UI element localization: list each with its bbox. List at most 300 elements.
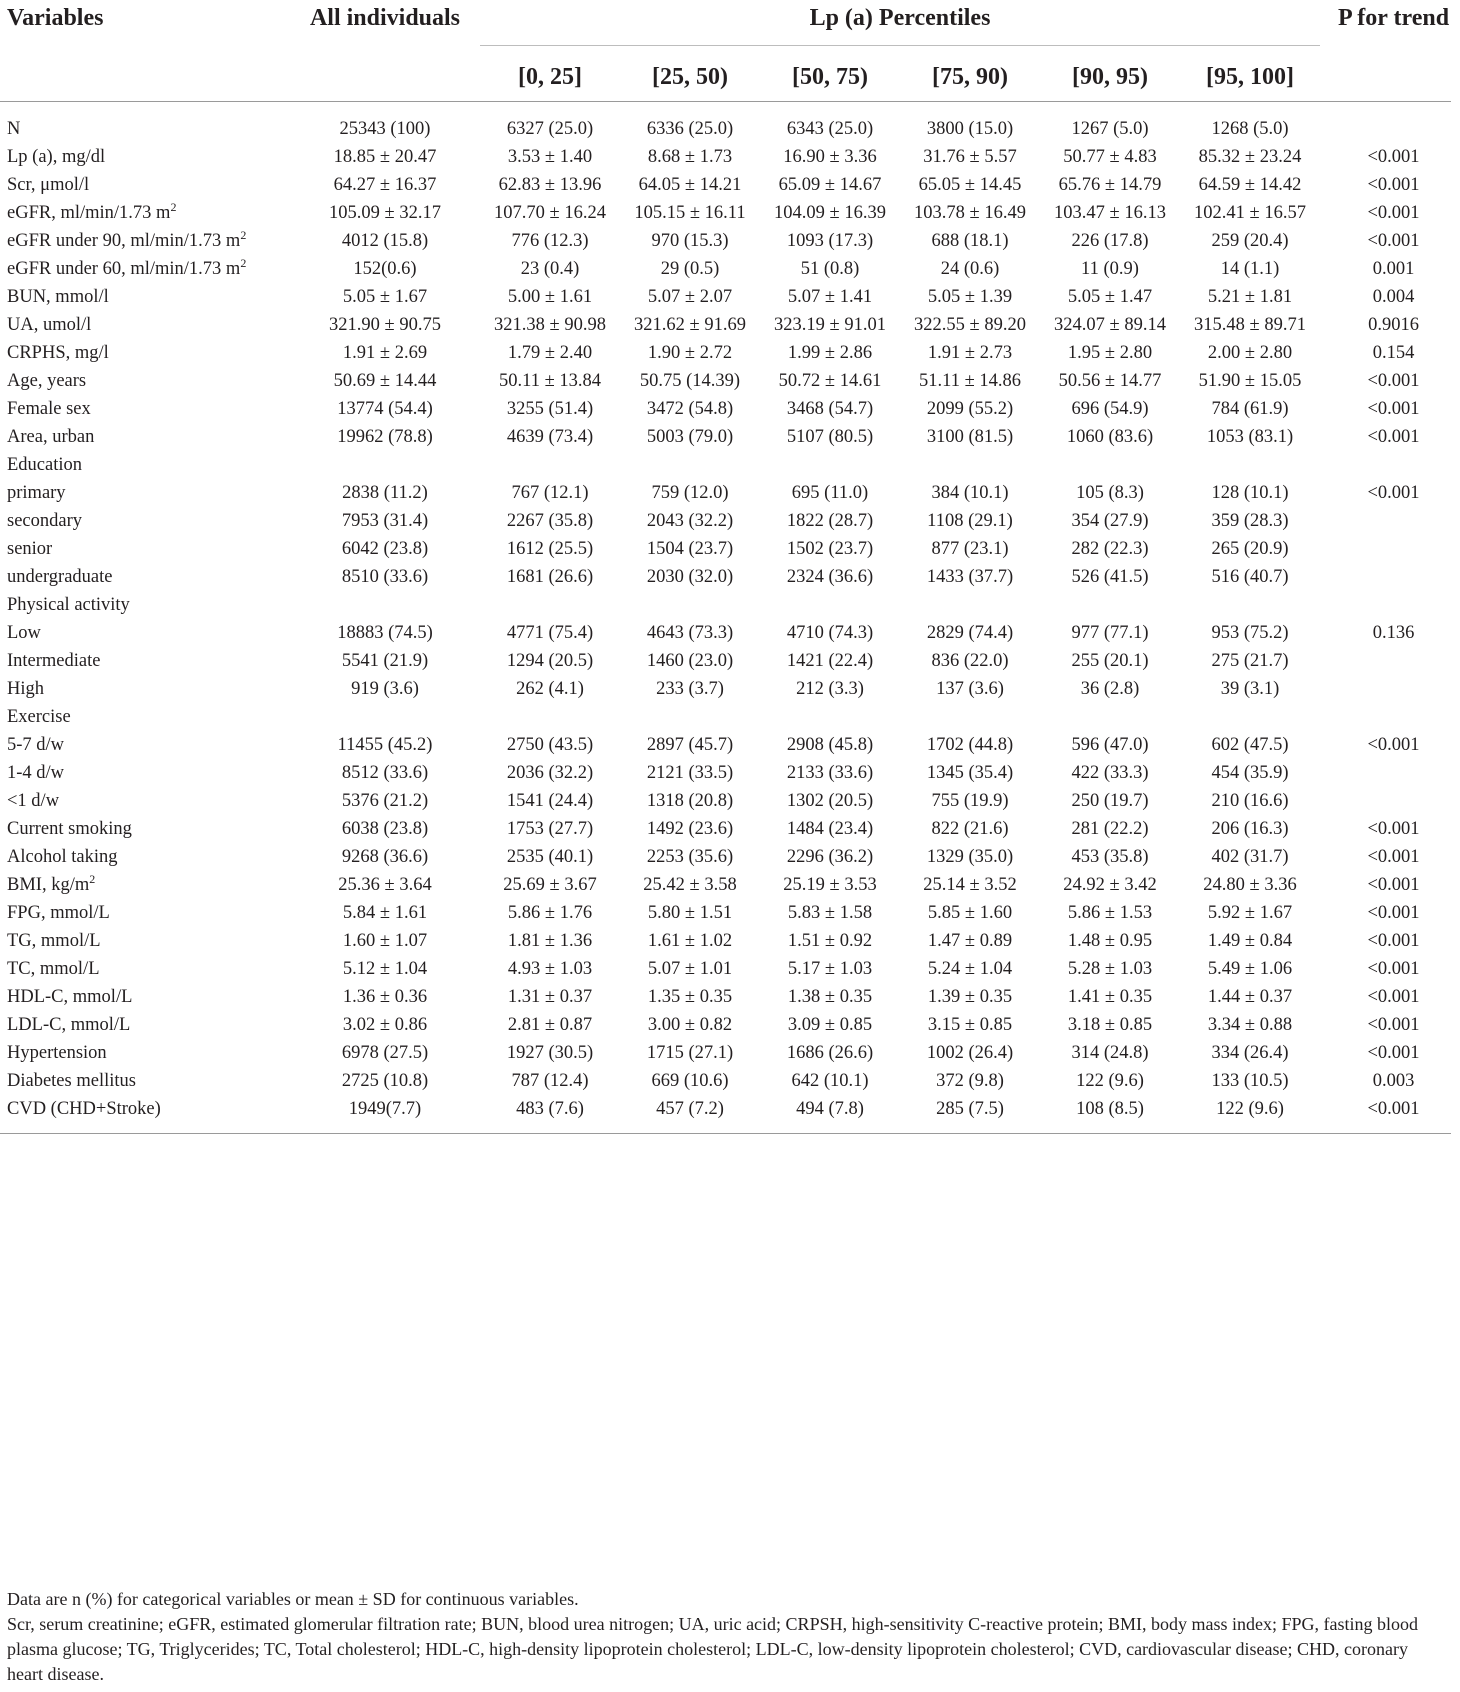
p-for-trend-cell: <0.001	[1367, 202, 1420, 223]
variable-label-text: Female sex	[7, 398, 91, 419]
percentile-cell: 1541 (24.4)	[506, 790, 594, 811]
percentile-cell: 122 (9.6)	[1076, 1070, 1144, 1091]
table-row	[0, 199, 1451, 227]
percentile-cell: 2253 (35.6)	[646, 846, 734, 867]
table-row	[0, 311, 1451, 339]
all-individuals-cell: 152(0.6)	[353, 258, 417, 279]
percentile-cell: 784 (61.9)	[1211, 398, 1289, 419]
empty-header-cell	[0, 45, 290, 101]
percentile-cell: 1294 (20.5)	[506, 650, 594, 671]
variable-label	[0, 703, 290, 731]
variable-label-text: CRPHS, mg/l	[7, 342, 109, 363]
all-individuals-header: All individuals	[309, 5, 461, 31]
percentile-cell: 104.09 ± 16.39	[774, 202, 886, 223]
percentile-cell	[620, 703, 760, 731]
variable-label	[0, 899, 290, 927]
percentile-cell: 50.72 ± 14.61	[778, 370, 882, 391]
percentile-cell: 642 (10.1)	[791, 1070, 869, 1091]
percentile-cell: 1.44 ± 0.37	[1207, 986, 1293, 1007]
table-row	[0, 899, 1451, 927]
percentile-cell: 210 (16.6)	[1211, 790, 1289, 811]
variable-label	[0, 955, 290, 983]
p-for-trend-cell: <0.001	[1367, 1042, 1420, 1063]
percentile-cell: 1.38 ± 0.35	[787, 986, 873, 1007]
percentile-header: [75, 90)	[932, 63, 1008, 90]
footnote-abbreviations: Scr, serum creatinine; eGFR, estimated glomerular filtration rate; BUN, blood urea nitrogen; UA, uric acid; CRPSH, high-sensitivity C-reactive protein; BMI, body mass index; FPG, fasting blood plasma glucose; TG, Triglycerides; TC, Total cholesterol; HDL-C, high-density lipoprotein cholesterol; LDL-C, low-density lipoprotein cholesterol; CVD, cardiovascular disease; CHD, coronary heart disease.	[7, 1614, 1419, 1684]
percentile-cell: 1612 (25.5)	[506, 538, 594, 559]
all-individuals-cell: 8512 (33.6)	[341, 762, 429, 783]
percentile-cell: 23 (0.4)	[520, 258, 580, 279]
all-individuals-cell: 50.69 ± 14.44	[333, 370, 437, 391]
p-for-trend-header: P for trend	[1337, 5, 1450, 31]
percentile-cell: 1267 (5.0)	[1071, 118, 1149, 139]
table-row	[0, 283, 1451, 311]
percentile-cell: 359 (28.3)	[1211, 510, 1289, 531]
percentile-cell: 25.14 ± 3.52	[923, 874, 1017, 895]
percentile-cell: 3472 (54.8)	[646, 398, 734, 419]
percentile-cell: 2829 (74.4)	[926, 622, 1014, 643]
p-for-trend-cell: <0.001	[1367, 930, 1420, 951]
table-row	[0, 101, 1451, 143]
variable-label-text: eGFR, ml/min/1.73 m	[7, 202, 171, 223]
percentile-header: [50, 75)	[792, 63, 868, 90]
variable-label	[0, 1011, 290, 1039]
percentile-cell: 2043 (32.2)	[646, 510, 734, 531]
all-individuals-cell: 1.91 ± 2.69	[342, 342, 428, 363]
percentile-cell: 2750 (43.5)	[506, 734, 594, 755]
table-row	[0, 535, 1451, 563]
p-for-trend-cell: 0.9016	[1368, 314, 1419, 335]
variable-label	[0, 255, 290, 283]
table-row	[0, 843, 1451, 871]
percentile-cell: 324.07 ± 89.14	[1054, 314, 1166, 335]
percentile-header: [90, 95)	[1072, 63, 1148, 90]
percentile-cell: 1702 (44.8)	[926, 734, 1014, 755]
percentile-cell: 16.90 ± 3.36	[783, 146, 877, 167]
percentile-cell: 1108 (29.1)	[927, 510, 1013, 531]
all-individuals-cell: 919 (3.6)	[351, 678, 419, 699]
variable-label	[0, 395, 290, 423]
variable-label-text: N	[7, 118, 21, 139]
all-individuals-cell	[290, 591, 480, 619]
variable-label	[0, 1039, 290, 1067]
empty-header-cell	[1320, 45, 1451, 101]
percentile-cell: 402 (31.7)	[1211, 846, 1289, 867]
all-individuals-cell: 25.36 ± 3.64	[338, 874, 432, 895]
table-row	[0, 423, 1451, 451]
percentile-cell: 2133 (33.6)	[786, 762, 874, 783]
variable-label-text: TC, mmol/L	[7, 958, 100, 979]
percentile-cell: 1.49 ± 0.84	[1207, 930, 1293, 951]
p-for-trend-cell	[1320, 101, 1451, 143]
table-row	[0, 395, 1451, 423]
percentile-cell: 14 (1.1)	[1220, 258, 1280, 279]
table-row	[0, 871, 1451, 899]
percentile-cell: 3.53 ± 1.40	[507, 146, 593, 167]
percentile-cell: 516 (40.7)	[1211, 566, 1289, 587]
percentile-cell: 354 (27.9)	[1071, 510, 1149, 531]
p-for-trend-cell	[1320, 535, 1451, 563]
table-row	[0, 815, 1451, 843]
percentile-cell: 1.81 ± 1.36	[507, 930, 593, 951]
variable-label-text: High	[7, 678, 44, 699]
variable-label	[0, 283, 290, 311]
p-for-trend-cell: <0.001	[1367, 874, 1420, 895]
percentile-cell	[620, 451, 760, 479]
percentile-cell: 5.07 ± 1.01	[647, 958, 733, 979]
percentile-cell: 212 (3.3)	[796, 678, 864, 699]
variable-label-text: LDL-C, mmol/L	[7, 1014, 131, 1035]
percentile-cell: 776 (12.3)	[511, 230, 589, 251]
p-for-trend-cell: <0.001	[1367, 370, 1420, 391]
all-individuals-cell: 1.36 ± 0.36	[342, 986, 428, 1007]
table-row	[0, 1011, 1451, 1039]
variable-label-text: Diabetes mellitus	[7, 1070, 136, 1091]
p-for-trend-cell: 0.136	[1372, 622, 1415, 643]
percentile-cell: 1060 (83.6)	[1066, 426, 1154, 447]
percentile-cell: 128 (10.1)	[1211, 482, 1289, 503]
percentile-cell: 1002 (26.4)	[926, 1042, 1014, 1063]
p-for-trend-cell: <0.001	[1367, 146, 1420, 167]
percentile-cell: 5003 (79.0)	[646, 426, 734, 447]
percentile-cell: 1329 (35.0)	[926, 846, 1014, 867]
table-row	[0, 1039, 1451, 1067]
variable-label	[0, 367, 290, 395]
percentile-cell	[1040, 703, 1180, 731]
percentile-cell: 5.85 ± 1.60	[927, 902, 1013, 923]
table-row	[0, 479, 1451, 507]
table-row	[0, 731, 1451, 759]
percentile-cell: 822 (21.6)	[931, 818, 1009, 839]
p-for-trend-cell: <0.001	[1367, 846, 1420, 867]
variable-label	[0, 647, 290, 675]
p-for-trend-cell	[1320, 563, 1451, 591]
percentile-cell: 133 (10.5)	[1211, 1070, 1289, 1091]
percentile-cell: 1345 (35.4)	[926, 762, 1014, 783]
percentile-cell: 103.78 ± 16.49	[914, 202, 1026, 223]
empty-header-cell	[290, 45, 480, 101]
percentile-cell: 1.39 ± 0.35	[927, 986, 1013, 1007]
percentile-cell: 250 (19.7)	[1071, 790, 1149, 811]
percentile-cell: 50.77 ± 4.83	[1063, 146, 1157, 167]
percentile-cell	[480, 451, 620, 479]
percentile-cell: 696 (54.9)	[1071, 398, 1149, 419]
percentile-cell: 5.86 ± 1.76	[507, 902, 593, 923]
percentile-cell: 1.79 ± 2.40	[507, 342, 593, 363]
percentile-cell: 1.99 ± 2.86	[787, 342, 873, 363]
percentile-cell: 5.21 ± 1.81	[1207, 286, 1293, 307]
percentile-cell: 102.41 ± 16.57	[1194, 202, 1306, 223]
percentile-cell: 4639 (73.4)	[506, 426, 594, 447]
percentile-cell: 1681 (26.6)	[506, 566, 594, 587]
p-for-trend-cell: <0.001	[1367, 818, 1420, 839]
table-row	[0, 955, 1451, 983]
variable-label-text: HDL-C, mmol/L	[7, 986, 133, 1007]
all-individuals-cell: 64.27 ± 16.37	[333, 174, 437, 195]
percentile-cell: 8.68 ± 1.73	[647, 146, 733, 167]
percentile-cell: 265 (20.9)	[1211, 538, 1289, 559]
percentile-cell: 25.42 ± 3.58	[643, 874, 737, 895]
percentile-cell: 1433 (37.7)	[926, 566, 1014, 587]
p-for-trend-cell: <0.001	[1367, 986, 1420, 1007]
variable-label	[0, 563, 290, 591]
percentile-cell: 787 (12.4)	[511, 1070, 589, 1091]
percentile-cell: 2036 (32.2)	[506, 762, 594, 783]
variable-label-text: primary	[7, 482, 66, 503]
all-individuals-cell: 9268 (36.6)	[341, 846, 429, 867]
p-for-trend-cell: <0.001	[1367, 958, 1420, 979]
variable-label-text: Exercise	[7, 706, 71, 727]
variable-label-text: CVD (CHD+Stroke)	[7, 1098, 161, 1119]
percentile-cell: 3.34 ± 0.88	[1207, 1014, 1293, 1035]
variable-label	[0, 619, 290, 647]
percentile-cell	[620, 591, 760, 619]
percentile-cell: 3100 (81.5)	[926, 426, 1014, 447]
table-row	[0, 675, 1451, 703]
percentile-cell: 372 (9.8)	[936, 1070, 1004, 1091]
percentile-cell: 122 (9.6)	[1216, 1098, 1284, 1119]
percentile-cell: 5.92 ± 1.67	[1207, 902, 1293, 923]
percentile-cell: 1822 (28.7)	[786, 510, 874, 531]
percentile-cell	[1040, 451, 1180, 479]
variable-label-text: secondary	[7, 510, 82, 531]
percentile-cell: 1.61 ± 1.02	[647, 930, 733, 951]
p-for-trend-cell: 0.154	[1372, 342, 1415, 363]
percentile-cell: 2324 (36.6)	[786, 566, 874, 587]
percentile-cell: 6343 (25.0)	[786, 118, 874, 139]
percentile-cell: 4.93 ± 1.03	[507, 958, 593, 979]
p-for-trend-cell: <0.001	[1367, 482, 1420, 503]
percentile-cell: 233 (3.7)	[656, 678, 724, 699]
variable-label	[0, 591, 290, 619]
percentile-cell	[1040, 591, 1180, 619]
percentile-cell: 1318 (20.8)	[646, 790, 734, 811]
all-individuals-cell: 2725 (10.8)	[341, 1070, 429, 1091]
percentile-cell: 1686 (26.6)	[786, 1042, 874, 1063]
percentile-cell: 39 (3.1)	[1220, 678, 1280, 699]
variable-label	[0, 871, 290, 899]
percentile-cell: 2535 (40.1)	[506, 846, 594, 867]
variable-label	[0, 507, 290, 535]
percentile-cell: 281 (22.2)	[1071, 818, 1149, 839]
percentile-cell: 494 (7.8)	[796, 1098, 864, 1119]
percentile-cell: 334 (26.4)	[1211, 1042, 1289, 1063]
percentile-cell: 85.32 ± 23.24	[1198, 146, 1302, 167]
percentile-cell	[480, 591, 620, 619]
p-for-trend-cell	[1320, 703, 1451, 731]
percentile-cell: 24 (0.6)	[940, 258, 1000, 279]
variable-label	[0, 731, 290, 759]
variable-label-text: eGFR under 90, ml/min/1.73 m	[7, 230, 241, 251]
percentile-cell: 5.17 ± 1.03	[787, 958, 873, 979]
percentile-cell: 2030 (32.0)	[646, 566, 734, 587]
percentile-cell: 1268 (5.0)	[1211, 118, 1289, 139]
percentile-cell: 1.90 ± 2.72	[647, 342, 733, 363]
variable-label-text: FPG, mmol/L	[7, 902, 110, 923]
variable-label	[0, 535, 290, 563]
percentile-cell: 2121 (33.5)	[646, 762, 734, 783]
p-for-trend-cell	[1320, 759, 1451, 787]
percentile-cell: 1484 (23.4)	[786, 818, 874, 839]
percentile-cell: 5.83 ± 1.58	[787, 902, 873, 923]
all-individuals-cell: 3.02 ± 0.86	[342, 1014, 428, 1035]
p-for-trend-cell: 0.001	[1372, 258, 1415, 279]
variable-label	[0, 227, 290, 255]
percentile-cell: 1.41 ± 0.35	[1067, 986, 1153, 1007]
p-for-trend-cell	[1320, 675, 1451, 703]
percentile-cell: 759 (12.0)	[651, 482, 729, 503]
percentile-cell: 3.00 ± 0.82	[647, 1014, 733, 1035]
percentile-cell: 1.95 ± 2.80	[1067, 342, 1153, 363]
percentile-cell	[900, 451, 1040, 479]
variable-label-text: <1 d/w	[7, 790, 60, 811]
all-individuals-cell: 11455 (45.2)	[337, 734, 433, 755]
all-individuals-cell: 5376 (21.2)	[341, 790, 429, 811]
percentile-cell	[760, 451, 900, 479]
percentile-cell: 5.86 ± 1.53	[1067, 902, 1153, 923]
percentile-cell	[1180, 703, 1320, 731]
variable-label	[0, 1095, 290, 1134]
table-row	[0, 255, 1451, 283]
percentile-cell: 323.19 ± 91.01	[774, 314, 886, 335]
percentile-cell: 457 (7.2)	[656, 1098, 724, 1119]
percentile-cell: 970 (15.3)	[651, 230, 729, 251]
percentile-cell: 259 (20.4)	[1211, 230, 1289, 251]
all-individuals-cell: 105.09 ± 32.17	[329, 202, 441, 223]
p-for-trend-cell	[1320, 451, 1451, 479]
p-for-trend-cell	[1320, 507, 1451, 535]
p-for-trend-cell: <0.001	[1367, 398, 1420, 419]
all-individuals-cell: 5.12 ± 1.04	[342, 958, 428, 979]
percentile-cell: 65.09 ± 14.67	[778, 174, 882, 195]
all-individuals-cell	[290, 451, 480, 479]
p-for-trend-cell: <0.001	[1367, 426, 1420, 447]
percentile-cell: 107.70 ± 16.24	[494, 202, 606, 223]
percentile-cell: 454 (35.9)	[1211, 762, 1289, 783]
percentile-cell: 3800 (15.0)	[926, 118, 1014, 139]
percentile-cell: 1053 (83.1)	[1206, 426, 1294, 447]
variable-label	[0, 451, 290, 479]
p-for-trend-cell: <0.001	[1367, 902, 1420, 923]
variable-label-text: BUN, mmol/l	[7, 286, 109, 307]
percentile-cell: 1.35 ± 0.35	[647, 986, 733, 1007]
percentiles-group-header: Lp (a) Percentiles	[480, 0, 1320, 45]
percentile-cell: 3255 (51.4)	[506, 398, 594, 419]
percentile-cell: 5.49 ± 1.06	[1207, 958, 1293, 979]
percentile-cell: 1927 (30.5)	[506, 1042, 594, 1063]
table-row	[0, 591, 1451, 619]
percentile-cell: 321.62 ± 91.69	[634, 314, 746, 335]
all-individuals-cell: 1949(7.7)	[348, 1098, 422, 1119]
percentile-cell: 688 (18.1)	[931, 230, 1009, 251]
table-row	[0, 227, 1451, 255]
all-individuals-cell: 19962 (78.8)	[337, 426, 433, 447]
variable-label-text: Scr, μmol/l	[7, 174, 90, 195]
variable-label-text: Intermediate	[7, 650, 101, 671]
variable-label	[0, 927, 290, 955]
percentile-cell: 285 (7.5)	[936, 1098, 1004, 1119]
percentile-cell: 50.75 (14.39)	[639, 370, 741, 391]
percentile-cell: 1753 (27.7)	[506, 818, 594, 839]
variable-label	[0, 675, 290, 703]
percentile-cell	[760, 591, 900, 619]
percentile-cell: 5.28 ± 1.03	[1067, 958, 1153, 979]
percentile-cell: 5.80 ± 1.51	[647, 902, 733, 923]
percentile-cell: 29 (0.5)	[660, 258, 720, 279]
percentile-cell: 5.24 ± 1.04	[927, 958, 1013, 979]
percentile-cell: 2908 (45.8)	[786, 734, 874, 755]
variable-label-text: Alcohol taking	[7, 846, 118, 867]
all-individuals-cell: 6978 (27.5)	[341, 1042, 429, 1063]
percentile-cell: 384 (10.1)	[931, 482, 1009, 503]
variable-label	[0, 171, 290, 199]
p-for-trend-cell: <0.001	[1367, 1014, 1420, 1035]
percentile-cell: 64.59 ± 14.42	[1198, 174, 1302, 195]
variable-label	[0, 983, 290, 1011]
percentile-cell: 1504 (23.7)	[646, 538, 734, 559]
all-individuals-cell: 6038 (23.8)	[341, 818, 429, 839]
all-individuals-cell: 13774 (54.4)	[337, 398, 433, 419]
unit-superscript: 2	[240, 227, 247, 242]
percentile-cell: 50.11 ± 13.84	[499, 370, 601, 391]
table-row	[0, 339, 1451, 367]
percentile-cell: 5.05 ± 1.47	[1067, 286, 1153, 307]
all-individuals-cell: 18.85 ± 20.47	[333, 146, 437, 167]
all-individuals-cell: 5.84 ± 1.61	[342, 902, 428, 923]
percentile-cell: 31.76 ± 5.57	[923, 146, 1017, 167]
table-row	[0, 171, 1451, 199]
percentile-cell: 65.05 ± 14.45	[918, 174, 1022, 195]
percentile-cell: 422 (33.3)	[1071, 762, 1149, 783]
percentile-cell: 2267 (35.8)	[506, 510, 594, 531]
table-row	[0, 647, 1451, 675]
percentile-cell: 64.05 ± 14.21	[638, 174, 742, 195]
table-row	[0, 983, 1451, 1011]
percentile-cell: 836 (22.0)	[931, 650, 1009, 671]
percentile-cell: 51.11 ± 14.86	[919, 370, 1021, 391]
percentile-cell	[900, 703, 1040, 731]
p-for-trend-cell: <0.001	[1367, 174, 1420, 195]
percentile-cell: 226 (17.8)	[1071, 230, 1149, 251]
variable-label-text: BMI, kg/m	[7, 874, 90, 895]
percentile-cell: 1492 (23.6)	[646, 818, 734, 839]
percentile-cell: 1460 (23.0)	[646, 650, 734, 671]
percentile-header: [25, 50)	[652, 63, 728, 90]
variable-label-text: 1-4 d/w	[7, 762, 65, 783]
variable-label-text: TG, mmol/L	[7, 930, 101, 951]
percentile-cell: 262 (4.1)	[516, 678, 584, 699]
all-individuals-cell: 2838 (11.2)	[342, 482, 428, 503]
table-row	[0, 563, 1451, 591]
percentile-cell: 755 (19.9)	[931, 790, 1009, 811]
percentile-cell: 6327 (25.0)	[506, 118, 594, 139]
unit-superscript: 2	[240, 255, 247, 270]
percentile-cell: 5.05 ± 1.39	[927, 286, 1013, 307]
percentile-header: [0, 25]	[518, 63, 582, 90]
table-row	[0, 787, 1451, 815]
p-for-trend-cell: <0.001	[1367, 734, 1420, 755]
variable-label	[0, 759, 290, 787]
percentile-cell: 1302 (20.5)	[786, 790, 874, 811]
variable-label-text: 5-7 d/w	[7, 734, 65, 755]
table-row	[0, 451, 1451, 479]
percentile-subheader-row	[0, 45, 1451, 101]
percentile-cell: 2.81 ± 0.87	[507, 1014, 593, 1035]
percentile-cell: 51.90 ± 15.05	[1198, 370, 1302, 391]
table-body	[0, 101, 1451, 1133]
all-individuals-cell: 6042 (23.8)	[341, 538, 429, 559]
percentile-cell: 5.07 ± 2.07	[647, 286, 733, 307]
